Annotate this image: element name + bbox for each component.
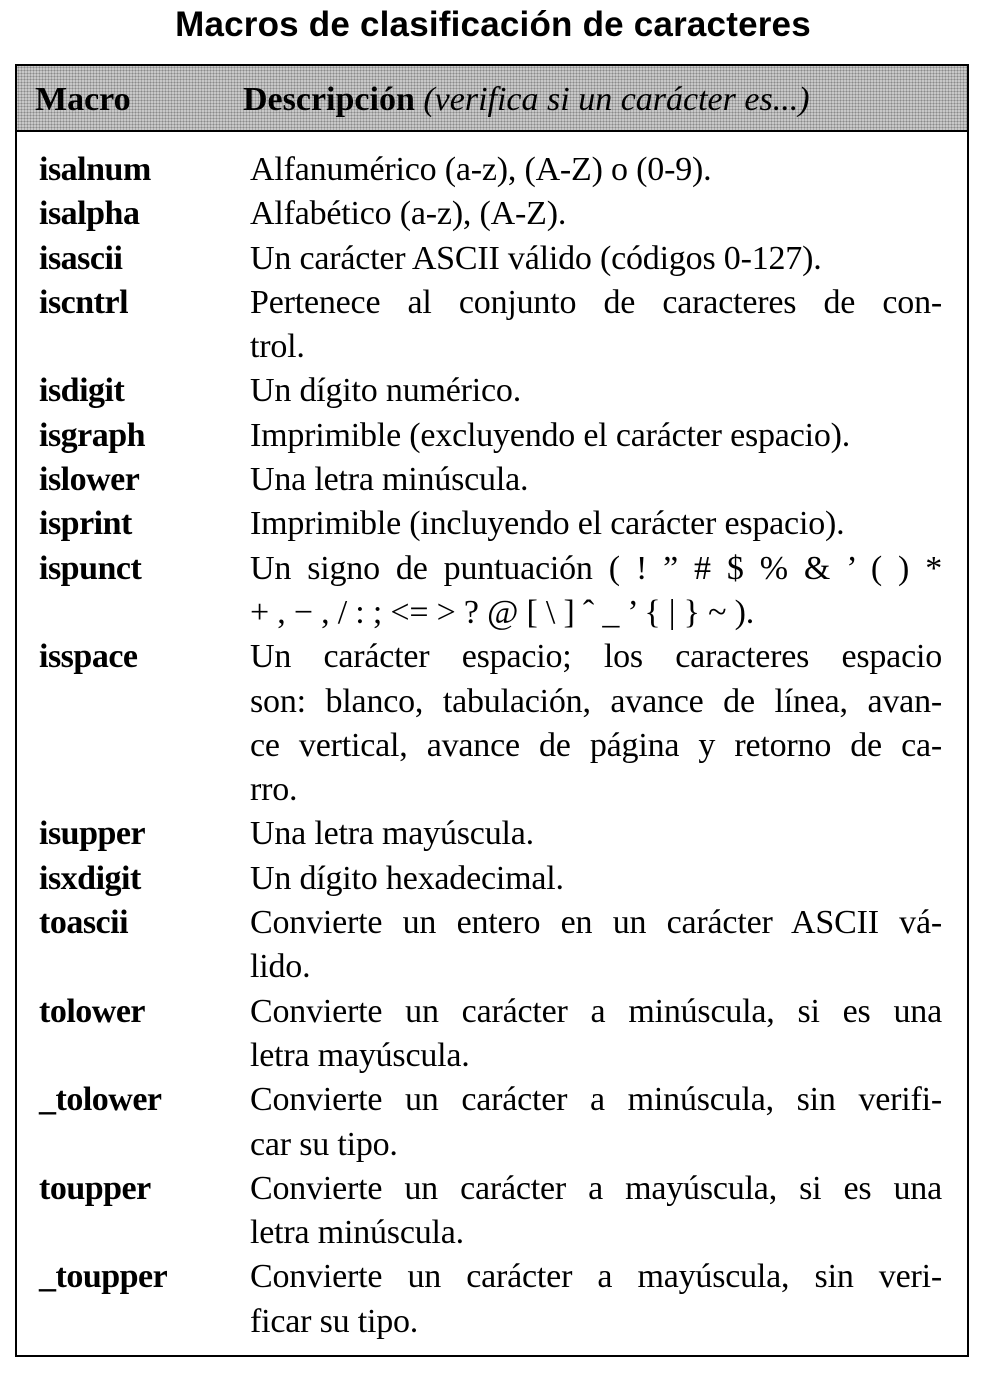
table-row <box>17 547 967 636</box>
macro-description <box>250 1255 942 1344</box>
macro-name: isprint <box>39 505 132 543</box>
macro-description <box>250 547 942 636</box>
macro-description <box>250 990 942 1079</box>
table-header <box>17 66 967 132</box>
macro-name: islower <box>39 461 140 499</box>
macro-name: _toupper <box>39 1258 168 1296</box>
description-line: Un signo de puntuación ( ! ” # $ % & ’ ( ) * <box>250 549 942 587</box>
header-description-label: Descripción <box>243 81 415 118</box>
macro-name: isalpha <box>39 195 140 233</box>
description-line: Una letra mayúscula. <box>250 815 534 853</box>
table-row <box>17 458 967 502</box>
macro-description <box>250 281 942 370</box>
table-row <box>17 857 967 901</box>
macro-description <box>250 901 942 990</box>
table-row <box>17 901 967 990</box>
header-description <box>243 80 810 120</box>
description-line: Imprimible (incluyendo el carácter espacio). <box>250 505 845 543</box>
macro-description <box>250 502 942 546</box>
description-line: Convierte un carácter a minúscula, si es una <box>250 992 942 1030</box>
description-line: Convierte un carácter a mayúscula, si es una <box>250 1169 942 1207</box>
macro-name: tolower <box>39 992 146 1030</box>
macro-description <box>250 812 942 856</box>
macro-description <box>250 192 942 236</box>
macro-name: isalnum <box>39 151 151 188</box>
macro-name: isdigit <box>39 372 125 410</box>
macro-name: toupper <box>39 1169 151 1207</box>
description-line: trol. <box>250 328 305 366</box>
macro-name: isgraph <box>39 416 146 454</box>
table-row <box>17 635 967 812</box>
table-row <box>17 990 967 1079</box>
table-row <box>17 237 967 281</box>
macro-name: isspace <box>39 638 138 676</box>
table-row <box>17 1255 967 1344</box>
macro-description <box>250 1167 942 1256</box>
description-line: rro. <box>250 771 298 809</box>
macro-description <box>250 414 942 458</box>
description-line: Convierte un carácter a minúscula, sin verifi- <box>250 1081 942 1119</box>
description-line: Alfabético (a-z), (A-Z). <box>250 195 567 233</box>
macro-name: iscntrl <box>39 283 129 321</box>
description-line: Un carácter espacio; los caracteres espacio <box>250 638 942 676</box>
table-row <box>17 414 967 458</box>
macro-name: _tolower <box>39 1081 162 1119</box>
table-row <box>17 1078 967 1167</box>
table-row <box>17 192 967 236</box>
macro-description <box>250 458 942 502</box>
description-line: Pertenece al conjunto de caracteres de con- <box>250 283 942 321</box>
header-description-note: (verifica si un carácter es...) <box>423 81 810 118</box>
table-row <box>17 369 967 413</box>
description-line: Un carácter ASCII válido (códigos 0-127). <box>250 239 822 277</box>
table-body <box>17 148 967 1344</box>
macro-name: ispunct <box>39 549 142 587</box>
description-line: Convierte un entero en un carácter ASCII vá- <box>250 904 942 942</box>
macro-description <box>250 1078 942 1167</box>
page-title: Macros de clasificación de caracteres <box>175 5 811 44</box>
macro-description <box>250 148 942 192</box>
description-line: Una letra minúscula. <box>250 461 529 499</box>
table-row <box>17 502 967 546</box>
macro-name: isxdigit <box>39 859 141 897</box>
description-line: Alfanumérico (a-z), (A-Z) o (0-9). <box>250 151 712 188</box>
macro-description <box>250 635 942 812</box>
macro-table <box>15 64 969 1357</box>
macro-description <box>250 857 942 901</box>
description-line: car su tipo. <box>250 1125 398 1163</box>
description-line: letra mayúscula. <box>250 1036 470 1074</box>
description-line: Imprimible (excluyendo el carácter espacio). <box>250 416 851 454</box>
table-row <box>17 812 967 856</box>
description-line: son: blanco, tabulación, avance de línea, avan- <box>250 682 942 720</box>
macro-description <box>250 369 942 413</box>
macro-name: isupper <box>39 815 146 853</box>
macro-name: isascii <box>39 239 123 277</box>
table-row <box>17 148 967 192</box>
description-line: lido. <box>250 948 311 986</box>
description-line: + , − , / : ; <= > ? @ [ \ ] ˆ _ ’ { | } ~ ). <box>250 593 754 631</box>
description-line: Un dígito numérico. <box>250 372 521 410</box>
macro-description <box>250 237 942 281</box>
header-macro: Macro <box>35 81 131 118</box>
table-row <box>17 281 967 370</box>
description-line: Un dígito hexadecimal. <box>250 859 564 897</box>
description-line: ficar su tipo. <box>250 1302 419 1340</box>
description-line: ce vertical, avance de página y retorno de ca- <box>250 726 942 764</box>
description-line: letra minúscula. <box>250 1214 464 1252</box>
table-row <box>17 1167 967 1256</box>
macro-name: toascii <box>39 904 129 942</box>
description-line: Convierte un carácter a mayúscula, sin veri- <box>250 1258 942 1296</box>
